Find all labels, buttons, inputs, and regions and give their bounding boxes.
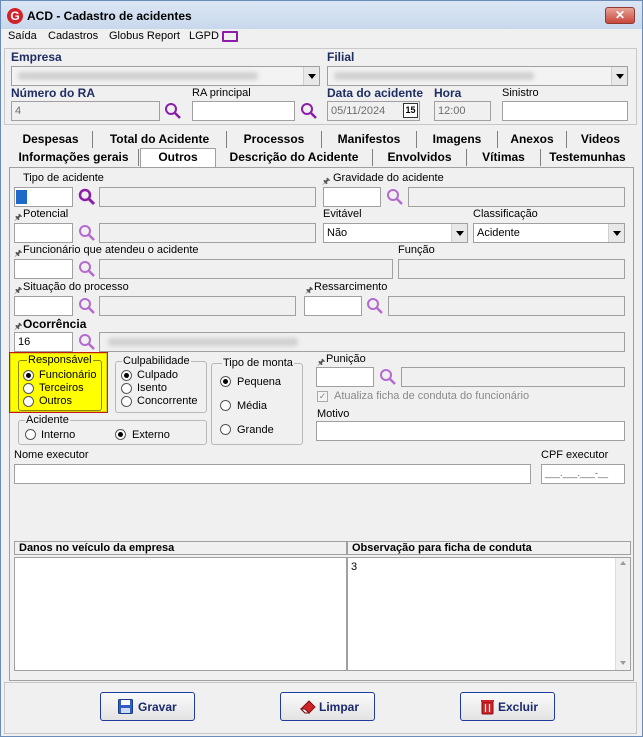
pin-icon: 🖈: [14, 248, 23, 258]
search-ra-icon[interactable]: [164, 102, 182, 120]
gravidade-label: Gravidade do acidente: [333, 172, 444, 184]
ra-principal-label: RA principal: [192, 87, 251, 99]
radio-concorrente[interactable]: [121, 396, 132, 407]
situacao-code-field[interactable]: [14, 296, 73, 316]
classificacao-value: Acidente: [477, 227, 520, 239]
monitor-icon[interactable]: [222, 31, 238, 42]
search-potencial-icon[interactable]: [78, 224, 96, 242]
hora-label: Hora: [434, 86, 462, 100]
numero-ra-label: Número do RA: [11, 86, 95, 100]
funcionario-desc-field: [99, 259, 393, 279]
tipo-acidente-code-field[interactable]: [14, 187, 73, 207]
search-ocorrencia-icon[interactable]: [78, 333, 96, 351]
pin-icon: 🖈: [14, 285, 23, 295]
potencial-desc-field: [99, 223, 316, 243]
sinistro-label: Sinistro: [502, 87, 539, 99]
evitavel-label: Evitável: [323, 208, 362, 220]
tab-testemunhas[interactable]: Testemunhas: [549, 150, 626, 164]
empresa-label: Empresa: [11, 50, 62, 64]
situacao-label: Situação do processo: [23, 281, 129, 293]
tab-despesas[interactable]: Despesas: [9, 131, 93, 148]
motivo-label: Motivo: [317, 408, 350, 420]
ocorrencia-desc-field: [99, 332, 625, 352]
observacao-value: 3: [351, 561, 358, 573]
nome-executor-field[interactable]: [14, 464, 531, 484]
responsavel-outros-label[interactable]: Outros: [39, 395, 73, 407]
app-logo-icon: G: [7, 8, 23, 24]
eraser-icon: [300, 700, 317, 714]
sinistro-field[interactable]: [502, 101, 628, 121]
menu-cadastros[interactable]: Cadastros: [48, 30, 99, 42]
menu-globus-report[interactable]: Globus Report: [109, 30, 180, 42]
ressarcimento-code-field[interactable]: [304, 296, 362, 316]
limpar-label: Limpar: [319, 700, 360, 714]
tab-informacoes-gerais[interactable]: Informações gerais: [9, 149, 139, 166]
hora-field[interactable]: 12:00: [434, 101, 491, 121]
close-button[interactable]: ✕: [605, 7, 635, 24]
concorrente-label[interactable]: Concorrente: [137, 395, 198, 407]
potencial-code-field[interactable]: [14, 223, 73, 243]
search-gravidade-icon[interactable]: [386, 188, 404, 206]
atualiza-checkbox[interactable]: ✓: [318, 391, 327, 401]
window-title: ACD - Cadastro de acidentes: [27, 9, 192, 23]
tab-row-1: [9, 131, 634, 148]
gravidade-desc-field: [408, 187, 625, 207]
tab-row-2: [9, 149, 634, 167]
radio-culpado[interactable]: [121, 370, 132, 381]
classificacao-label: Classificação: [473, 208, 538, 220]
culpabilidade-title: Culpabilidade: [123, 355, 190, 367]
evitavel-value: Não: [327, 227, 348, 239]
ressarcimento-desc-field: [388, 296, 625, 316]
search-tipo-acidente-icon[interactable]: [78, 188, 96, 206]
tab-imagens[interactable]: Imagens: [417, 131, 498, 148]
data-acidente-value: 05/11/2024: [331, 105, 386, 117]
menu-lgpd[interactable]: LGPD: [189, 30, 219, 42]
classificacao-select[interactable]: [473, 223, 625, 243]
motivo-field[interactable]: [316, 421, 625, 441]
tab-total-acidente[interactable]: Total do Acidente: [93, 131, 227, 148]
tab-anexos[interactable]: Anexos: [498, 131, 567, 148]
empresa-select[interactable]: [11, 66, 320, 86]
ressarcimento-label: Ressarcimento: [314, 281, 388, 293]
punicao-code-field[interactable]: [316, 367, 374, 387]
observacao-header: Observação para ficha de conduta: [347, 541, 631, 555]
funcionario-label: Funcionário que atendeu o acidente: [23, 244, 199, 256]
pin-icon: 🖈: [305, 285, 314, 295]
numero-ra-field[interactable]: 4: [11, 101, 160, 121]
externo-label[interactable]: Externo: [132, 429, 170, 441]
danos-textarea[interactable]: [14, 557, 347, 671]
pin-icon: 🖈: [14, 212, 23, 222]
excluir-button[interactable]: [460, 692, 555, 721]
search-ressarcimento-icon[interactable]: [366, 297, 384, 315]
search-funcionario-icon[interactable]: [78, 260, 96, 278]
atualiza-label: Atualiza ficha de conduta do funcionário: [334, 390, 530, 402]
save-icon: [118, 699, 133, 714]
pequena-label[interactable]: Pequena: [237, 376, 282, 388]
acidente-title: Acidente: [26, 414, 69, 426]
potencial-label: Potencial: [23, 208, 69, 220]
isento-label[interactable]: Isento: [137, 382, 167, 394]
observacao-textarea[interactable]: [347, 557, 631, 671]
chevron-down-icon: [608, 224, 624, 242]
radio-pequena[interactable]: [220, 376, 231, 387]
search-punicao-icon[interactable]: [379, 368, 397, 386]
cpf-executor-field[interactable]: ___.___.___-__: [541, 464, 625, 484]
search-situacao-icon[interactable]: [78, 297, 96, 315]
limpar-button[interactable]: [280, 692, 375, 721]
situacao-desc-field: [99, 296, 296, 316]
tipo-acidente-desc-field: [99, 187, 316, 207]
search-ra-principal-icon[interactable]: [300, 102, 318, 120]
excluir-label: Excluir: [498, 700, 539, 714]
tab-outros[interactable]: Outros: [140, 148, 216, 167]
ocorrencia-code-field[interactable]: 16: [14, 332, 73, 352]
tab-videos[interactable]: Videos: [580, 132, 621, 146]
menu-saida[interactable]: Saída: [8, 30, 37, 42]
trash-icon: [481, 699, 494, 715]
pin-icon: 🖈: [317, 357, 326, 367]
punicao-desc-field: [401, 367, 625, 387]
funcionario-code-field[interactable]: [14, 259, 73, 279]
title-bar: [1, 1, 642, 31]
gravar-button[interactable]: [100, 692, 195, 721]
radio-interno[interactable]: [25, 429, 36, 440]
menu-bar: [1, 29, 642, 46]
culpado-label[interactable]: Culpado: [137, 369, 178, 381]
ocorrencia-label: Ocorrência: [23, 317, 87, 331]
radio-responsavel-outros[interactable]: [23, 396, 34, 407]
cpf-executor-label: CPF executor: [541, 449, 609, 461]
responsavel-terceiros-label[interactable]: Terceiros: [39, 382, 84, 394]
media-label[interactable]: Média: [237, 400, 267, 412]
danos-header: Danos no veículo da empresa: [14, 541, 347, 555]
radio-isento[interactable]: [121, 383, 132, 394]
chevron-down-icon: [451, 224, 467, 242]
gravar-label: Gravar: [138, 700, 177, 714]
evitavel-select[interactable]: [323, 223, 468, 243]
filial-select[interactable]: [327, 66, 628, 86]
pin-icon: 🖈: [14, 321, 23, 331]
tab-descricao-acidente[interactable]: Descrição do Acidente: [216, 149, 373, 166]
nome-executor-label: Nome executor: [14, 449, 89, 461]
interno-label[interactable]: Interno: [41, 429, 76, 441]
ra-principal-field[interactable]: [192, 101, 295, 121]
tipo-monta-title: Tipo de monta: [223, 357, 293, 369]
radio-grande[interactable]: [220, 424, 231, 435]
radio-externo[interactable]: [115, 429, 126, 440]
punicao-label: Punição: [326, 353, 366, 365]
tipo-acidente-label: Tipo de acidente: [23, 172, 104, 184]
radio-responsavel-funcionario[interactable]: [23, 370, 34, 381]
data-acidente-label: Data do acidente: [327, 86, 424, 100]
tab-vitimas[interactable]: Vítimas: [467, 149, 541, 166]
filial-label: Filial: [327, 50, 355, 64]
observacao-scrollbar[interactable]: [615, 558, 630, 670]
calendar-icon[interactable]: 15: [403, 103, 418, 118]
tab-manifestos[interactable]: Manifestos: [322, 131, 417, 148]
responsavel-funcionario-label[interactable]: Funcionário: [39, 369, 97, 381]
funcao-field: [398, 259, 625, 279]
pin-icon: 🖈: [322, 176, 331, 186]
tab-processos[interactable]: Processos: [227, 131, 322, 148]
funcao-label: Função: [398, 244, 435, 256]
grande-label[interactable]: Grande: [237, 424, 274, 436]
radio-media[interactable]: [220, 400, 231, 411]
responsavel-title: Responsável: [28, 354, 92, 366]
gravidade-code-field[interactable]: [323, 187, 381, 207]
radio-responsavel-terceiros[interactable]: [23, 383, 34, 394]
tab-envolvidos[interactable]: Envolvidos: [373, 149, 467, 166]
